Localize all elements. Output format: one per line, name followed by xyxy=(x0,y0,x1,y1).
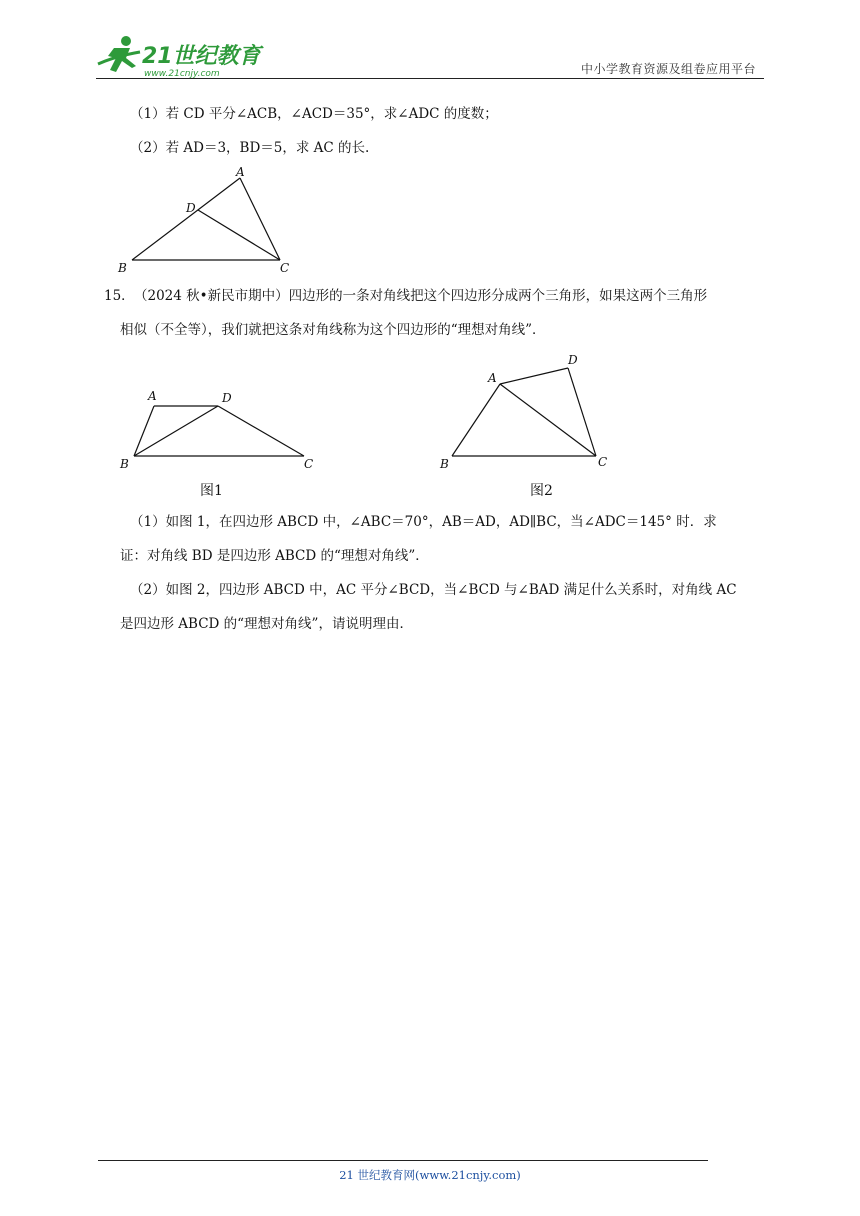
q14-point-d: D xyxy=(186,201,196,215)
q15-figure2 xyxy=(434,348,624,480)
q14-point-b: B xyxy=(118,261,127,275)
site-logo xyxy=(96,34,266,80)
q15-part1-line1: （1）如图 1，在四边形 ABCD 中，∠ABC＝70°，AB＝AD，AD∥BC，当∠ADC＝145° 时．求 xyxy=(130,514,717,530)
q14-point-a: A xyxy=(236,165,245,179)
q15-stem-line2: 相似（不全等），我们就把这条对角线称为这个四边形的“理想对角线”． xyxy=(120,322,546,338)
q15-stem-line1: （2024 秋•新民市期中）四边形的一条对角线把这个四边形分成两个三角形，如果这两个三角形 xyxy=(134,288,708,304)
q15-part2-line1: （2）如图 2，四边形 ABCD 中，AC 平分∠BCD，当∠BCD 与∠BAD 满足什么关系时，对角线 AC xyxy=(130,582,737,598)
footer-link[interactable]: 21 世纪教育网(www.21cnjy.com) xyxy=(339,1168,521,1182)
header-divider xyxy=(96,78,764,79)
fig1-caption: 图1 xyxy=(200,483,223,499)
fig2-caption: 图2 xyxy=(530,483,553,499)
fig1-point-c: C xyxy=(304,457,314,471)
footer-divider xyxy=(98,1160,708,1161)
q14-part2: （2）若 AD＝3，BD＝5，求 AC 的长. xyxy=(130,140,370,156)
fig2-point-a: A xyxy=(488,371,497,385)
q15-part2-line2: 是四边形 ABCD 的“理想对角线”，请说明理由． xyxy=(120,616,413,632)
fig1-point-d: D xyxy=(222,391,232,405)
fig2-point-b: B xyxy=(440,457,449,471)
q14-part1: （1）若 CD 平分∠ACB，∠ACD＝35°，求∠ADC 的度数； xyxy=(130,106,498,122)
fig2-point-c: C xyxy=(598,455,608,469)
q15-figure1 xyxy=(114,384,334,478)
q15-number: 15． xyxy=(104,288,135,304)
q15-part1-line2: 证：对角线 BD 是四边形 ABCD 的“理想对角线”． xyxy=(120,548,429,564)
fig2-point-d: D xyxy=(568,353,578,367)
fig1-point-a: A xyxy=(148,389,157,403)
logo-text: 21世纪教育 xyxy=(142,44,261,69)
q14-triangle-figure xyxy=(112,164,312,280)
logo-url: www.21cnjy.com xyxy=(144,69,220,79)
header-title: 中小学教育资源及组卷应用平台 xyxy=(580,62,756,76)
q14-point-c: C xyxy=(280,261,290,275)
fig1-point-b: B xyxy=(120,457,129,471)
